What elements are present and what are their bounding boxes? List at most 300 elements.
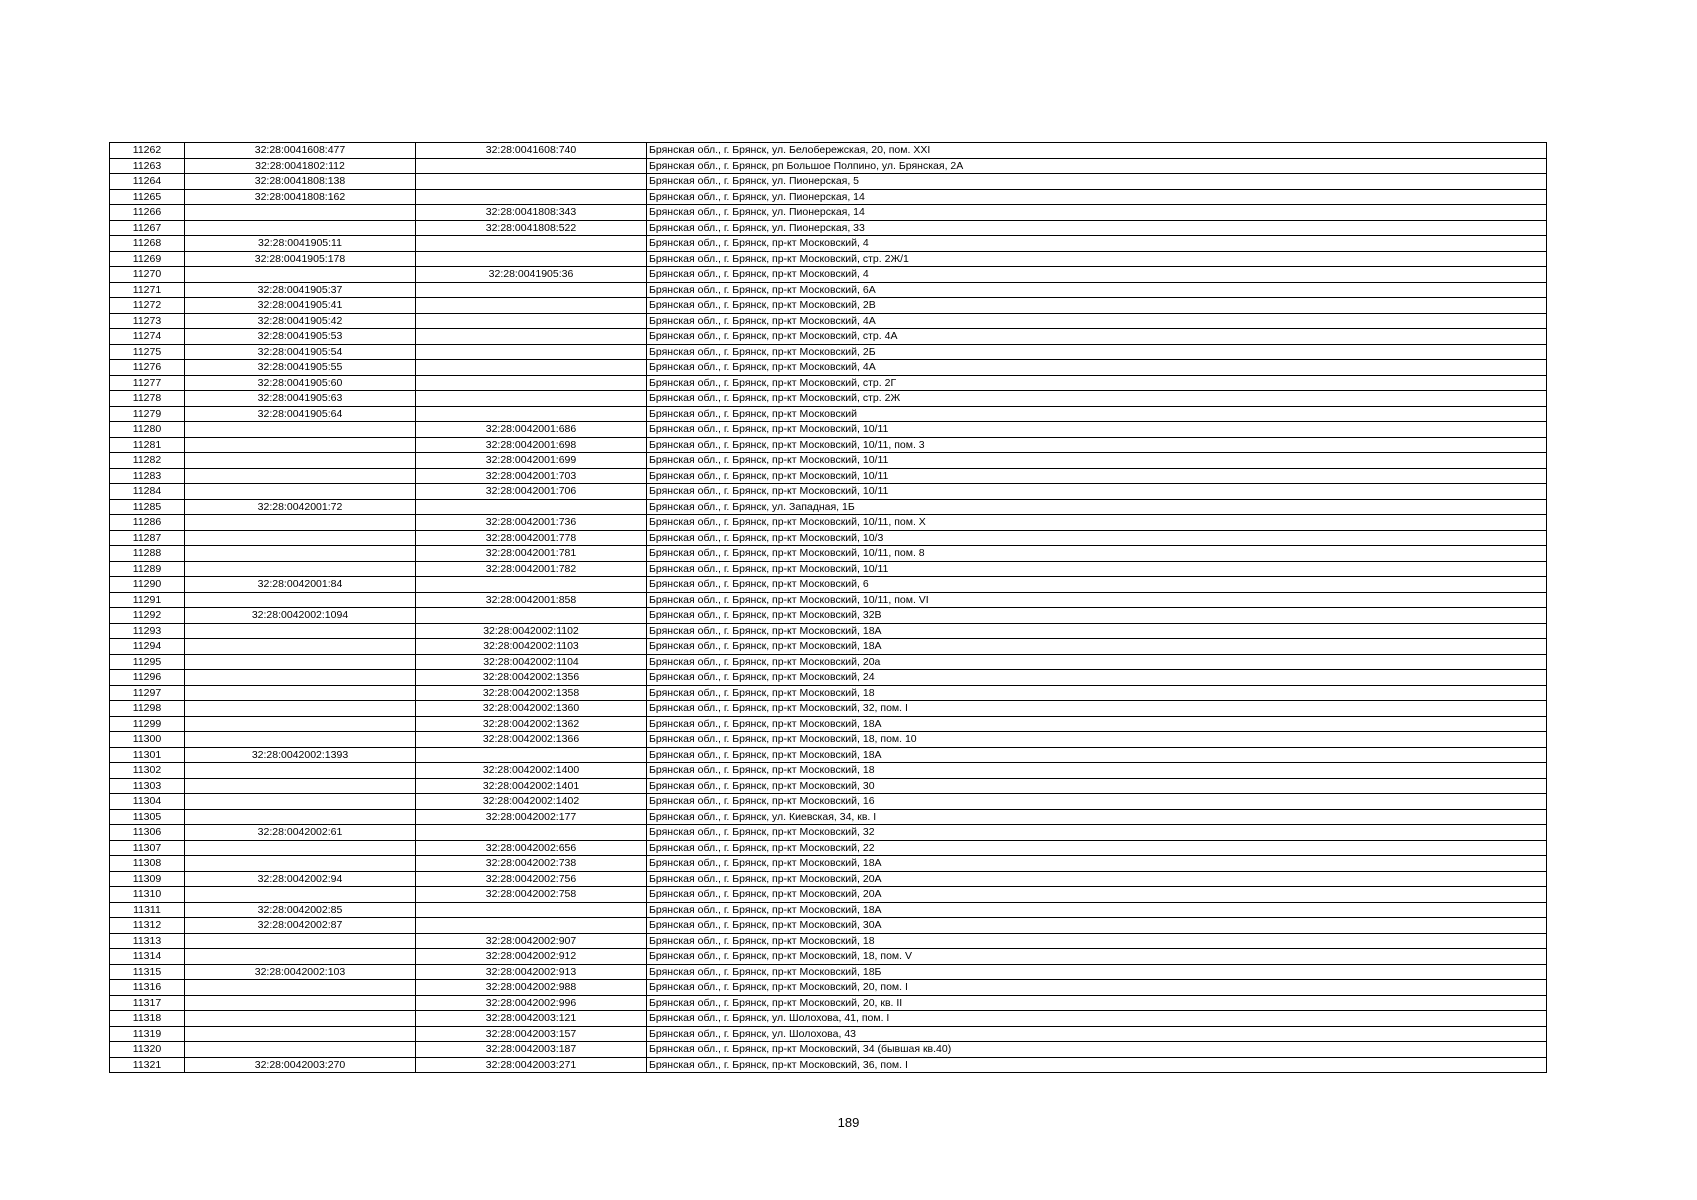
- table-row: [110, 158, 1547, 174]
- related-cadastral-number-cell: 32:28:0042001:698: [416, 437, 647, 453]
- address-cell: Брянская обл., г. Брянск, пр-кт Московский, 10/11, пом. 3: [647, 437, 1547, 453]
- row-number-cell: 11301: [110, 747, 185, 763]
- address-cell: Брянская обл., г. Брянск, пр-кт Московский: [647, 406, 1547, 422]
- cadastral-number-cell: 32:28:0041905:11: [185, 236, 416, 252]
- row-number-cell: 11284: [110, 484, 185, 500]
- row-number-cell: 11319: [110, 1026, 185, 1042]
- address-cell: Брянская обл., г. Брянск, пр-кт Московский, 18А: [647, 856, 1547, 872]
- table-row: [110, 236, 1547, 252]
- row-number-cell: 11312: [110, 918, 185, 934]
- address-cell: Брянская обл., г. Брянск, пр-кт Московский, 10/11: [647, 468, 1547, 484]
- row-number-cell: 11290: [110, 577, 185, 593]
- cadastral-number-cell: [185, 654, 416, 670]
- row-number-cell: 11318: [110, 1011, 185, 1027]
- cadastral-number-cell: 32:28:0041905:41: [185, 298, 416, 314]
- table-row: [110, 763, 1547, 779]
- cadastral-number-cell: [185, 670, 416, 686]
- table-row: [110, 778, 1547, 794]
- table-row: [110, 670, 1547, 686]
- related-cadastral-number-cell: 32:28:0042001:781: [416, 546, 647, 562]
- table-row: [110, 887, 1547, 903]
- related-cadastral-number-cell: 32:28:0041608:740: [416, 143, 647, 159]
- address-cell: Брянская обл., г. Брянск, пр-кт Московский, 18: [647, 685, 1547, 701]
- related-cadastral-number-cell: [416, 406, 647, 422]
- address-cell: Брянская обл., г. Брянск, пр-кт Московский, 32, пом. I: [647, 701, 1547, 717]
- cadastral-number-cell: [185, 639, 416, 655]
- row-number-cell: 11275: [110, 344, 185, 360]
- related-cadastral-number-cell: 32:28:0042001:699: [416, 453, 647, 469]
- related-cadastral-number-cell: 32:28:0042002:1400: [416, 763, 647, 779]
- address-cell: Брянская обл., г. Брянск, пр-кт Московский, 18А: [647, 639, 1547, 655]
- row-number-cell: 11272: [110, 298, 185, 314]
- cadastral-number-cell: 32:28:0041905:54: [185, 344, 416, 360]
- cadastral-number-cell: [185, 732, 416, 748]
- row-number-cell: 11311: [110, 902, 185, 918]
- row-number-cell: 11281: [110, 437, 185, 453]
- table-row: [110, 561, 1547, 577]
- table-row: [110, 933, 1547, 949]
- page-number: 189: [837, 1115, 860, 1130]
- address-cell: Брянская обл., г. Брянск, пр-кт Московский, 20, кв. II: [647, 995, 1547, 1011]
- cadastral-number-cell: 32:28:0042002:1094: [185, 608, 416, 624]
- row-number-cell: 11307: [110, 840, 185, 856]
- related-cadastral-number-cell: [416, 391, 647, 407]
- cadastral-number-cell: [185, 422, 416, 438]
- table-row: [110, 344, 1547, 360]
- cadastral-number-cell: [185, 887, 416, 903]
- related-cadastral-number-cell: [416, 251, 647, 267]
- related-cadastral-number-cell: 32:28:0042001:736: [416, 515, 647, 531]
- table-row: [110, 716, 1547, 732]
- related-cadastral-number-cell: 32:28:0041905:36: [416, 267, 647, 283]
- row-number-cell: 11306: [110, 825, 185, 841]
- cadastral-number-cell: [185, 763, 416, 779]
- related-cadastral-number-cell: 32:28:0042002:912: [416, 949, 647, 965]
- related-cadastral-number-cell: 32:28:0042002:177: [416, 809, 647, 825]
- cadastral-number-cell: 32:28:0041808:162: [185, 189, 416, 205]
- row-number-cell: 11286: [110, 515, 185, 531]
- address-cell: Брянская обл., г. Брянск, ул. Западная, 1Б: [647, 499, 1547, 515]
- row-number-cell: 11291: [110, 592, 185, 608]
- table-row: [110, 902, 1547, 918]
- address-cell: Брянская обл., г. Брянск, пр-кт Московский, 20А: [647, 871, 1547, 887]
- related-cadastral-number-cell: 32:28:0042002:1104: [416, 654, 647, 670]
- related-cadastral-number-cell: 32:28:0042002:1402: [416, 794, 647, 810]
- row-number-cell: 11265: [110, 189, 185, 205]
- table-row: [110, 856, 1547, 872]
- related-cadastral-number-cell: [416, 902, 647, 918]
- related-cadastral-number-cell: [416, 158, 647, 174]
- cadastral-number-cell: 32:28:0041905:63: [185, 391, 416, 407]
- address-cell: Брянская обл., г. Брянск, пр-кт Московский, 20а: [647, 654, 1547, 670]
- related-cadastral-number-cell: 32:28:0042002:756: [416, 871, 647, 887]
- cadastral-number-cell: [185, 592, 416, 608]
- related-cadastral-number-cell: [416, 282, 647, 298]
- cadastral-number-cell: 32:28:0041905:178: [185, 251, 416, 267]
- row-number-cell: 11299: [110, 716, 185, 732]
- table-row: [110, 530, 1547, 546]
- cadastral-number-cell: 32:28:0041608:477: [185, 143, 416, 159]
- cadastral-number-cell: [185, 701, 416, 717]
- row-number-cell: 11266: [110, 205, 185, 221]
- address-cell: Брянская обл., г. Брянск, пр-кт Московский, 2В: [647, 298, 1547, 314]
- related-cadastral-number-cell: 32:28:0042002:913: [416, 964, 647, 980]
- address-cell: Брянская обл., г. Брянск, ул. Киевская, 34, кв. I: [647, 809, 1547, 825]
- cadastral-number-cell: [185, 468, 416, 484]
- cadastral-number-cell: [185, 1011, 416, 1027]
- row-number-cell: 11313: [110, 933, 185, 949]
- cadastral-number-cell: 32:28:0042001:84: [185, 577, 416, 593]
- address-cell: Брянская обл., г. Брянск, пр-кт Московский, 10/11: [647, 484, 1547, 500]
- cadastral-number-cell: [185, 220, 416, 236]
- cadastral-number-cell: [185, 716, 416, 732]
- table-row: [110, 685, 1547, 701]
- row-number-cell: 11304: [110, 794, 185, 810]
- table-row: [110, 701, 1547, 717]
- cadastral-number-cell: [185, 949, 416, 965]
- cadastral-number-cell: 32:28:0042003:270: [185, 1057, 416, 1073]
- cadastral-number-cell: [185, 561, 416, 577]
- table-row: [110, 546, 1547, 562]
- related-cadastral-number-cell: 32:28:0041808:343: [416, 205, 647, 221]
- table-row: [110, 189, 1547, 205]
- address-cell: Брянская обл., г. Брянск, пр-кт Московский, 10/11, пом. X: [647, 515, 1547, 531]
- address-cell: Брянская обл., г. Брянск, пр-кт Московский, 6А: [647, 282, 1547, 298]
- address-cell: Брянская обл., г. Брянск, пр-кт Московский, 24: [647, 670, 1547, 686]
- table-row: [110, 1057, 1547, 1073]
- row-number-cell: 11273: [110, 313, 185, 329]
- related-cadastral-number-cell: 32:28:0042002:988: [416, 980, 647, 996]
- related-cadastral-number-cell: 32:28:0042002:1401: [416, 778, 647, 794]
- address-cell: Брянская обл., г. Брянск, пр-кт Московский, 18А: [647, 747, 1547, 763]
- table-row: [110, 391, 1547, 407]
- address-cell: Брянская обл., г. Брянск, пр-кт Московский, 18А: [647, 623, 1547, 639]
- address-cell: Брянская обл., г. Брянск, пр-кт Московский, 18Б: [647, 964, 1547, 980]
- cadastral-number-cell: [185, 205, 416, 221]
- table-row: [110, 995, 1547, 1011]
- table-row: [110, 406, 1547, 422]
- table-row: [110, 484, 1547, 500]
- row-number-cell: 11293: [110, 623, 185, 639]
- address-cell: Брянская обл., г. Брянск, пр-кт Московский, 36, пом. I: [647, 1057, 1547, 1073]
- table-row: [110, 1026, 1547, 1042]
- table-row: [110, 871, 1547, 887]
- related-cadastral-number-cell: 32:28:0042001:706: [416, 484, 647, 500]
- related-cadastral-number-cell: 32:28:0042003:157: [416, 1026, 647, 1042]
- cadastral-number-cell: [185, 546, 416, 562]
- related-cadastral-number-cell: 32:28:0042002:738: [416, 856, 647, 872]
- cadastral-number-cell: [185, 623, 416, 639]
- cadastral-number-cell: [185, 840, 416, 856]
- row-number-cell: 11315: [110, 964, 185, 980]
- related-cadastral-number-cell: [416, 499, 647, 515]
- row-number-cell: 11320: [110, 1042, 185, 1058]
- related-cadastral-number-cell: 32:28:0042001:778: [416, 530, 647, 546]
- address-cell: Брянская обл., г. Брянск, пр-кт Московский, 10/11: [647, 422, 1547, 438]
- row-number-cell: 11294: [110, 639, 185, 655]
- cadastral-number-cell: [185, 267, 416, 283]
- table-row: [110, 515, 1547, 531]
- table-row: [110, 468, 1547, 484]
- related-cadastral-number-cell: 32:28:0042002:996: [416, 995, 647, 1011]
- row-number-cell: 11268: [110, 236, 185, 252]
- related-cadastral-number-cell: [416, 329, 647, 345]
- row-number-cell: 11285: [110, 499, 185, 515]
- table-row: [110, 732, 1547, 748]
- address-cell: Брянская обл., г. Брянск, пр-кт Московский, стр. 4А: [647, 329, 1547, 345]
- table-row: [110, 980, 1547, 996]
- cadastral-number-cell: [185, 1026, 416, 1042]
- address-cell: Брянская обл., г. Брянск, пр-кт Московский, 32В: [647, 608, 1547, 624]
- table-row: [110, 825, 1547, 841]
- row-number-cell: 11277: [110, 375, 185, 391]
- row-number-cell: 11282: [110, 453, 185, 469]
- address-cell: Брянская обл., г. Брянск, пр-кт Московский, 34 (бывшая кв.40): [647, 1042, 1547, 1058]
- address-cell: Брянская обл., г. Брянск, ул. Белобережская, 20, пом. XXI: [647, 143, 1547, 159]
- related-cadastral-number-cell: [416, 918, 647, 934]
- row-number-cell: 11280: [110, 422, 185, 438]
- address-cell: Брянская обл., г. Брянск, пр-кт Московский, 18А: [647, 902, 1547, 918]
- row-number-cell: 11278: [110, 391, 185, 407]
- cadastral-number-cell: [185, 980, 416, 996]
- cadastral-number-cell: [185, 484, 416, 500]
- table-row: [110, 918, 1547, 934]
- cadastral-number-cell: [185, 685, 416, 701]
- row-number-cell: 11274: [110, 329, 185, 345]
- table-row: [110, 747, 1547, 763]
- cadastral-number-cell: 32:28:0041905:53: [185, 329, 416, 345]
- address-cell: Брянская обл., г. Брянск, пр-кт Московский, 18, пом. 10: [647, 732, 1547, 748]
- row-number-cell: 11263: [110, 158, 185, 174]
- row-number-cell: 11279: [110, 406, 185, 422]
- row-number-cell: 11276: [110, 360, 185, 376]
- related-cadastral-number-cell: 32:28:0042002:758: [416, 887, 647, 903]
- table-row: [110, 577, 1547, 593]
- table-row: [110, 205, 1547, 221]
- row-number-cell: 11269: [110, 251, 185, 267]
- row-number-cell: 11297: [110, 685, 185, 701]
- address-cell: Брянская обл., г. Брянск, пр-кт Московский, 10/11, пом. 8: [647, 546, 1547, 562]
- cadastral-number-cell: 32:28:0042002:103: [185, 964, 416, 980]
- table-row: [110, 794, 1547, 810]
- cadastral-number-cell: 32:28:0041802:112: [185, 158, 416, 174]
- row-number-cell: 11305: [110, 809, 185, 825]
- registry-table-body: [110, 143, 1547, 1073]
- row-number-cell: 11270: [110, 267, 185, 283]
- cadastral-number-cell: 32:28:0042001:72: [185, 499, 416, 515]
- address-cell: Брянская обл., г. Брянск, пр-кт Московский, 32: [647, 825, 1547, 841]
- address-cell: Брянская обл., г. Брянск, рп Большое Полпино, ул. Брянская, 2А: [647, 158, 1547, 174]
- table-row: [110, 623, 1547, 639]
- address-cell: Брянская обл., г. Брянск, пр-кт Московский, 18: [647, 933, 1547, 949]
- cadastral-number-cell: 32:28:0042002:61: [185, 825, 416, 841]
- row-number-cell: 11287: [110, 530, 185, 546]
- related-cadastral-number-cell: [416, 344, 647, 360]
- table-row: [110, 143, 1547, 159]
- cadastral-number-cell: 32:28:0041905:55: [185, 360, 416, 376]
- related-cadastral-number-cell: 32:28:0042002:1360: [416, 701, 647, 717]
- cadastral-number-cell: [185, 794, 416, 810]
- row-number-cell: 11314: [110, 949, 185, 965]
- row-number-cell: 11310: [110, 887, 185, 903]
- related-cadastral-number-cell: 32:28:0042001:703: [416, 468, 647, 484]
- cadastral-number-cell: 32:28:0042002:94: [185, 871, 416, 887]
- table-row: [110, 313, 1547, 329]
- row-number-cell: 11283: [110, 468, 185, 484]
- cadastral-number-cell: [185, 995, 416, 1011]
- address-cell: Брянская обл., г. Брянск, пр-кт Московский, 10/11: [647, 453, 1547, 469]
- address-cell: Брянская обл., г. Брянск, пр-кт Московский, 10/11: [647, 561, 1547, 577]
- table-row: [110, 267, 1547, 283]
- table-row: [110, 329, 1547, 345]
- cadastral-number-cell: [185, 933, 416, 949]
- cadastral-number-cell: [185, 809, 416, 825]
- address-cell: Брянская обл., г. Брянск, пр-кт Московский, 30: [647, 778, 1547, 794]
- address-cell: Брянская обл., г. Брянск, ул. Шолохова, 43: [647, 1026, 1547, 1042]
- registry-table: [109, 142, 1547, 1073]
- related-cadastral-number-cell: 32:28:0042002:1362: [416, 716, 647, 732]
- related-cadastral-number-cell: 32:28:0042002:1103: [416, 639, 647, 655]
- address-cell: Брянская обл., г. Брянск, пр-кт Московский, 2Б: [647, 344, 1547, 360]
- table-row: [110, 964, 1547, 980]
- related-cadastral-number-cell: 32:28:0042003:271: [416, 1057, 647, 1073]
- row-number-cell: 11308: [110, 856, 185, 872]
- row-number-cell: 11296: [110, 670, 185, 686]
- table-row: [110, 654, 1547, 670]
- row-number-cell: 11298: [110, 701, 185, 717]
- related-cadastral-number-cell: [416, 577, 647, 593]
- table-row: [110, 1042, 1547, 1058]
- address-cell: Брянская обл., г. Брянск, ул. Шолохова, 41, пом. I: [647, 1011, 1547, 1027]
- address-cell: Брянская обл., г. Брянск, пр-кт Московский, 4: [647, 267, 1547, 283]
- related-cadastral-number-cell: 32:28:0042001:686: [416, 422, 647, 438]
- related-cadastral-number-cell: 32:28:0042002:656: [416, 840, 647, 856]
- address-cell: Брянская обл., г. Брянск, пр-кт Московский, 4А: [647, 313, 1547, 329]
- cadastral-number-cell: 32:28:0041905:42: [185, 313, 416, 329]
- table-row: [110, 949, 1547, 965]
- row-number-cell: 11262: [110, 143, 185, 159]
- address-cell: Брянская обл., г. Брянск, пр-кт Московский, 20А: [647, 887, 1547, 903]
- row-number-cell: 11316: [110, 980, 185, 996]
- row-number-cell: 11303: [110, 778, 185, 794]
- table-row: [110, 453, 1547, 469]
- related-cadastral-number-cell: [416, 747, 647, 763]
- address-cell: Брянская обл., г. Брянск, пр-кт Московский, 18А: [647, 716, 1547, 732]
- table-row: [110, 282, 1547, 298]
- cadastral-number-cell: 32:28:0041905:60: [185, 375, 416, 391]
- address-cell: Брянская обл., г. Брянск, пр-кт Московский, 18, пом. V: [647, 949, 1547, 965]
- cadastral-number-cell: [185, 1042, 416, 1058]
- table-row: [110, 809, 1547, 825]
- table-row: [110, 840, 1547, 856]
- row-number-cell: 11317: [110, 995, 185, 1011]
- row-number-cell: 11267: [110, 220, 185, 236]
- address-cell: Брянская обл., г. Брянск, пр-кт Московский, 10/3: [647, 530, 1547, 546]
- address-cell: Брянская обл., г. Брянск, пр-кт Московский, 6: [647, 577, 1547, 593]
- cadastral-number-cell: [185, 515, 416, 531]
- address-cell: Брянская обл., г. Брянск, пр-кт Московский, 22: [647, 840, 1547, 856]
- table-row: [110, 360, 1547, 376]
- table-row: [110, 608, 1547, 624]
- row-number-cell: 11271: [110, 282, 185, 298]
- table-row: [110, 220, 1547, 236]
- related-cadastral-number-cell: [416, 375, 647, 391]
- related-cadastral-number-cell: 32:28:0042002:1356: [416, 670, 647, 686]
- table-row: [110, 375, 1547, 391]
- address-cell: Брянская обл., г. Брянск, пр-кт Московский, 4: [647, 236, 1547, 252]
- related-cadastral-number-cell: 32:28:0042002:1358: [416, 685, 647, 701]
- row-number-cell: 11289: [110, 561, 185, 577]
- row-number-cell: 11292: [110, 608, 185, 624]
- cadastral-number-cell: [185, 778, 416, 794]
- related-cadastral-number-cell: [416, 236, 647, 252]
- table-row: [110, 251, 1547, 267]
- table-row: [110, 499, 1547, 515]
- table-row: [110, 298, 1547, 314]
- address-cell: Брянская обл., г. Брянск, ул. Пионерская, 14: [647, 189, 1547, 205]
- related-cadastral-number-cell: [416, 189, 647, 205]
- address-cell: Брянская обл., г. Брянск, пр-кт Московский, стр. 2Ж/1: [647, 251, 1547, 267]
- cadastral-number-cell: 32:28:0041905:64: [185, 406, 416, 422]
- row-number-cell: 11302: [110, 763, 185, 779]
- cadastral-number-cell: 32:28:0042002:1393: [185, 747, 416, 763]
- row-number-cell: 11288: [110, 546, 185, 562]
- cadastral-number-cell: 32:28:0042002:87: [185, 918, 416, 934]
- related-cadastral-number-cell: [416, 360, 647, 376]
- address-cell: Брянская обл., г. Брянск, ул. Пионерская, 33: [647, 220, 1547, 236]
- address-cell: Брянская обл., г. Брянск, пр-кт Московский, 30А: [647, 918, 1547, 934]
- table-row: [110, 639, 1547, 655]
- related-cadastral-number-cell: [416, 174, 647, 190]
- cadastral-number-cell: 32:28:0041808:138: [185, 174, 416, 190]
- table-row: [110, 1011, 1547, 1027]
- address-cell: Брянская обл., г. Брянск, пр-кт Московский, стр. 2Г: [647, 375, 1547, 391]
- related-cadastral-number-cell: [416, 313, 647, 329]
- cadastral-number-cell: 32:28:0041905:37: [185, 282, 416, 298]
- cadastral-number-cell: [185, 437, 416, 453]
- related-cadastral-number-cell: 32:28:0042001:782: [416, 561, 647, 577]
- cadastral-number-cell: [185, 530, 416, 546]
- row-number-cell: 11300: [110, 732, 185, 748]
- related-cadastral-number-cell: 32:28:0042003:121: [416, 1011, 647, 1027]
- table-row: [110, 437, 1547, 453]
- table-row: [110, 422, 1547, 438]
- row-number-cell: 11264: [110, 174, 185, 190]
- address-cell: Брянская обл., г. Брянск, ул. Пионерская, 5: [647, 174, 1547, 190]
- related-cadastral-number-cell: 32:28:0042002:1366: [416, 732, 647, 748]
- related-cadastral-number-cell: 32:28:0042002:1102: [416, 623, 647, 639]
- address-cell: Брянская обл., г. Брянск, ул. Пионерская, 14: [647, 205, 1547, 221]
- related-cadastral-number-cell: 32:28:0042002:907: [416, 933, 647, 949]
- related-cadastral-number-cell: [416, 298, 647, 314]
- related-cadastral-number-cell: 32:28:0042001:858: [416, 592, 647, 608]
- row-number-cell: 11295: [110, 654, 185, 670]
- row-number-cell: 11321: [110, 1057, 185, 1073]
- related-cadastral-number-cell: 32:28:0042003:187: [416, 1042, 647, 1058]
- table-row: [110, 174, 1547, 190]
- row-number-cell: 11309: [110, 871, 185, 887]
- cadastral-number-cell: 32:28:0042002:85: [185, 902, 416, 918]
- related-cadastral-number-cell: [416, 825, 647, 841]
- address-cell: Брянская обл., г. Брянск, пр-кт Московский, 20, пом. I: [647, 980, 1547, 996]
- address-cell: Брянская обл., г. Брянск, пр-кт Московский, 18: [647, 763, 1547, 779]
- related-cadastral-number-cell: [416, 608, 647, 624]
- cadastral-number-cell: [185, 453, 416, 469]
- address-cell: Брянская обл., г. Брянск, пр-кт Московский, 10/11, пом. VI: [647, 592, 1547, 608]
- address-cell: Брянская обл., г. Брянск, пр-кт Московский, стр. 2Ж: [647, 391, 1547, 407]
- address-cell: Брянская обл., г. Брянск, пр-кт Московский, 16: [647, 794, 1547, 810]
- table-row: [110, 592, 1547, 608]
